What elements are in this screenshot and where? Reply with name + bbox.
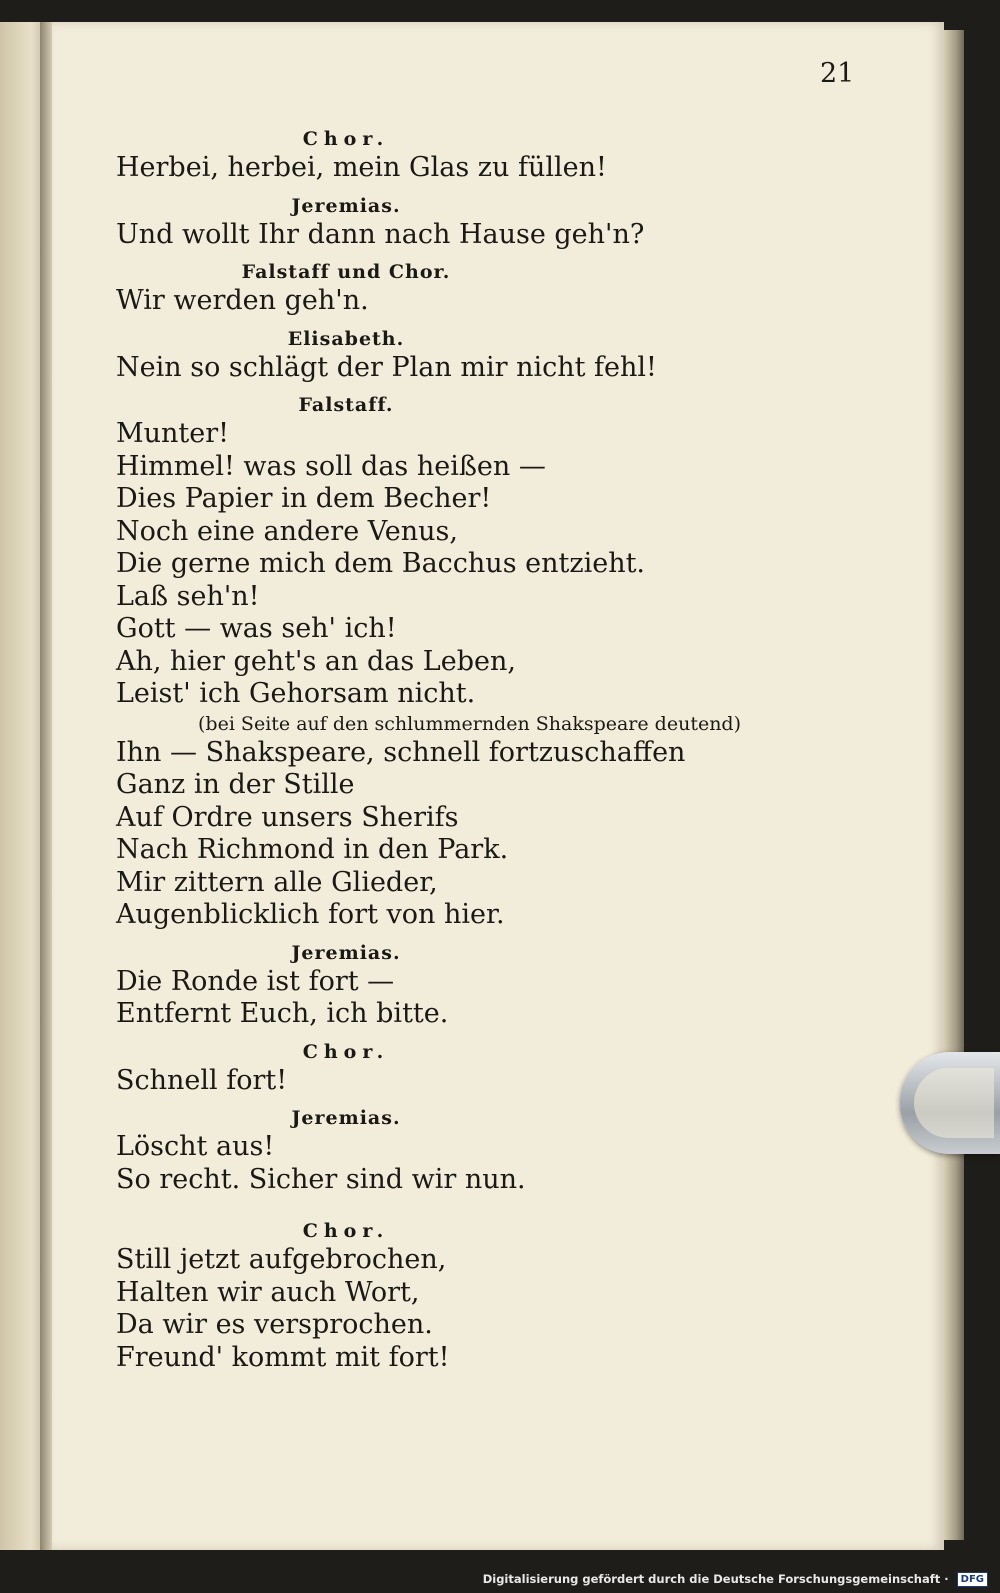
libretto-text (116, 118, 876, 1374)
text-block (116, 737, 876, 932)
verse-line: Munter! (116, 418, 230, 449)
footer-text: Digitalisierung gefördert durch die Deutsche Forschungsgemeinschaft · (482, 1572, 949, 1586)
text-block (116, 326, 876, 385)
verse-line: Entfernt Euch, ich bitte. (116, 998, 449, 1029)
text-block (116, 392, 876, 711)
text-block (116, 940, 876, 1031)
verse-line: Laß seh'n! (116, 580, 260, 612)
verse-line: Noch eine andere Venus, (116, 515, 458, 547)
page-number: 21 (820, 58, 855, 89)
verse-line: Schnell fort! (116, 1064, 288, 1096)
text-block (116, 259, 876, 318)
speaker-name: Falstaff. (298, 394, 394, 416)
speaker-name: Chor. (302, 1220, 390, 1242)
dfg-logo: DFG (957, 1572, 988, 1587)
verse-line: Herbei, herbei, mein Glas zu füllen! (116, 152, 607, 183)
verse-line: Wir werden geh'n. (116, 285, 369, 316)
verse-line: Mir zittern alle Glieder, (116, 866, 438, 898)
page-stack-edge (944, 30, 964, 1540)
stage-direction: (bei Seite auf den schlummernden Shakspeare deutend) (198, 712, 742, 735)
speaker-name: Jeremias. (291, 1107, 401, 1129)
verse-line: Ganz in der Stille (116, 769, 355, 800)
verse-line: Da wir es versprochen. (116, 1309, 433, 1340)
verse-line: Leist' ich Gehorsam nicht. (116, 678, 476, 709)
verse-line: Halten wir auch Wort, (116, 1276, 420, 1308)
footer-credit (483, 1572, 988, 1587)
speaker-name: Chor. (302, 1040, 390, 1063)
text-block (116, 711, 876, 737)
verse-line: Himmel! was soll das heißen — (116, 450, 546, 482)
verse-line: Die gerne mich dem Bacchus entzieht. (116, 548, 646, 579)
text-block (116, 1196, 876, 1374)
speaker-name: Elisabeth. (287, 327, 405, 350)
verse-line: Die Ronde ist fort — (116, 965, 395, 997)
text-block (116, 1105, 876, 1196)
speaker-name: Chor. (302, 128, 390, 150)
verse-line: Ihn — Shakspeare, schnell fortzuschaffen (116, 736, 686, 768)
verse-line: Und wollt Ihr dann nach Hause geh'n? (116, 218, 645, 250)
verse-line: Nach Richmond in den Park. (116, 834, 509, 865)
verse-line: Dies Papier in dem Becher! (116, 483, 492, 514)
text-block (116, 193, 876, 252)
text-block (116, 126, 876, 185)
spacer (116, 1196, 876, 1210)
verse-line: So recht. Sicher sind wir nun. (116, 1163, 526, 1195)
paper-clip-icon (900, 1052, 1000, 1154)
text-block (116, 1039, 876, 1098)
verse-line: Löscht aus! (116, 1131, 275, 1162)
verse-line: Nein so schlägt der Plan mir nicht fehl! (116, 351, 657, 383)
verse-line: Augenblicklich fort von hier. (116, 899, 505, 930)
speaker-name: Falstaff und Chor. (241, 261, 451, 283)
verse-line: Freund' kommt mit fort! (116, 1341, 450, 1373)
verse-line: Still jetzt aufgebrochen, (116, 1244, 447, 1275)
speaker-name: Jeremias. (291, 941, 401, 964)
speaker-name: Jeremias. (291, 194, 401, 217)
verse-line: Auf Ordre unsers Sherifs (116, 801, 459, 833)
verse-line: Gott — was seh' ich! (116, 613, 397, 644)
verse-line: Ah, hier geht's an das Leben, (116, 645, 516, 677)
